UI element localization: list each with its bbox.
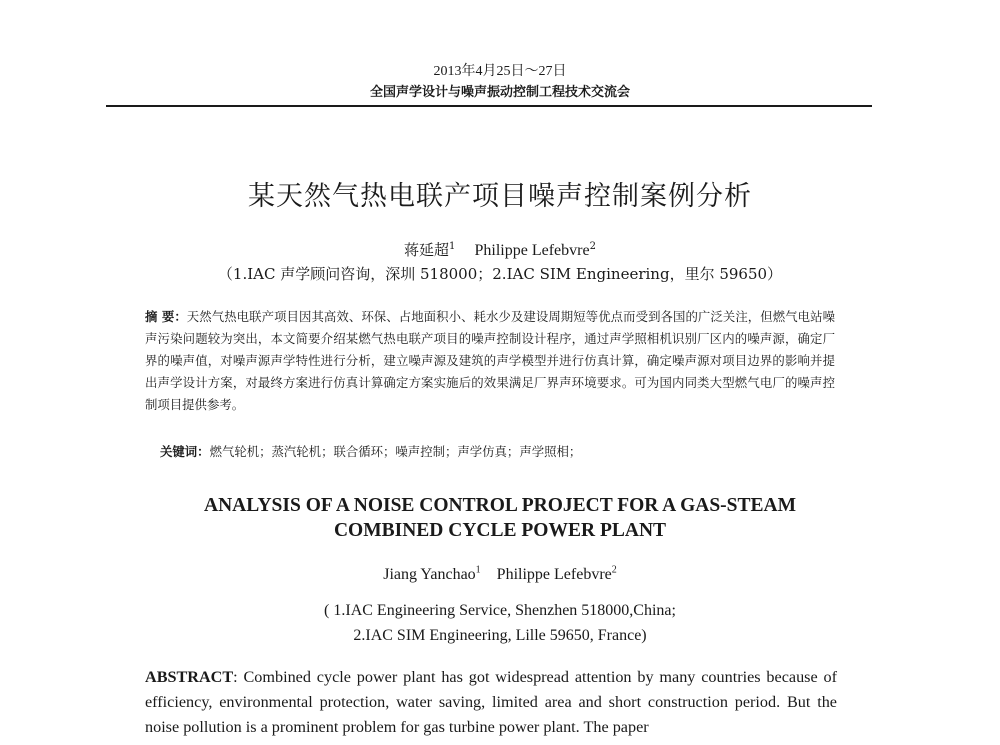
chinese-keywords <box>160 441 840 463</box>
author-1-cn: 蒋延超 <box>404 241 450 259</box>
conference-date: 2013年4月25日～27日 <box>433 64 567 79</box>
header-rule <box>106 105 872 107</box>
english-affiliation-line-2: 2.IAC SIM Engineering, Lille 59650, France) <box>353 627 647 644</box>
english-affiliation-line-1: ( 1.IAC Engineering Service, Shenzhen 518000,China; <box>324 602 676 619</box>
chinese-abstract <box>145 306 835 416</box>
english-title <box>0 493 1000 543</box>
author-1-en: Jiang Yanchao <box>383 566 476 583</box>
chinese-keywords-text: 燃气轮机；蒸汽轮机；联合循环；噪声控制；声学仿真；声学照相； <box>209 444 582 459</box>
author-2-superscript: 2 <box>589 241 596 252</box>
english-authors <box>0 566 1000 584</box>
author-1-en-superscript: 1 <box>475 564 481 576</box>
chinese-abstract-label: 摘 要： <box>145 309 187 324</box>
chinese-authors <box>0 239 1000 260</box>
english-title-line-2: COMBINED CYCLE POWER PLANT <box>333 520 667 541</box>
author-2-cn: Philippe Lefebvre <box>474 242 590 259</box>
author-2-en: Philippe Lefebvre <box>496 566 612 583</box>
author-2-en-superscript: 2 <box>611 564 617 576</box>
chinese-abstract-text: 天然气热电联产项目因其高效、环保、占地面积小、耗水少及建设周期短等优点而受到各国的广泛关注，但燃气电站噪声污染问题较为突出，本文简要介绍某燃气热电联产项目的噪声控制设计程序，通过声学照相机识别厂区内的噪声源，确定厂界的噪声值，对噪声源声学特性进行分析，建立噪声源及建筑的声学模型并进行仿真计算，确定噪声源对项目边界的影响并提出声学设计方案，对最终方案进行仿真计算确定方案实施后的效果满足厂界声环境要求。可为国内同类大型燃气电厂的噪声控制项目提供参考。 <box>145 309 835 412</box>
english-affiliations <box>0 598 1000 648</box>
chinese-affiliations: （1.IAC 声学顾问咨询，深圳 518000；2.IAC SIM Engineering，里尔 59650） <box>217 265 783 283</box>
english-abstract-label: ABSTRACT <box>145 668 234 686</box>
english-title-line-1: ANALYSIS OF A NOISE CONTROL PROJECT FOR A GAS-STEAM <box>204 495 796 516</box>
running-header <box>0 64 1000 102</box>
english-abstract <box>145 665 837 740</box>
chinese-title: 某天然气热电联产项目噪声控制案例分析 <box>248 181 752 212</box>
author-1-superscript: 1 <box>449 241 456 252</box>
english-abstract-text: : Combined cycle power plant has got widespread attention by many countries because of efficiency, environmental protection, water saving, limited area and short construction period. But the noise pollution is a prominent problem for gas turbine power plant. The paper <box>145 668 837 736</box>
chinese-keywords-label: 关键词： <box>160 444 210 459</box>
conference-name: 全国声学设计与噪声振动控制工程技术交流会 <box>369 85 630 100</box>
